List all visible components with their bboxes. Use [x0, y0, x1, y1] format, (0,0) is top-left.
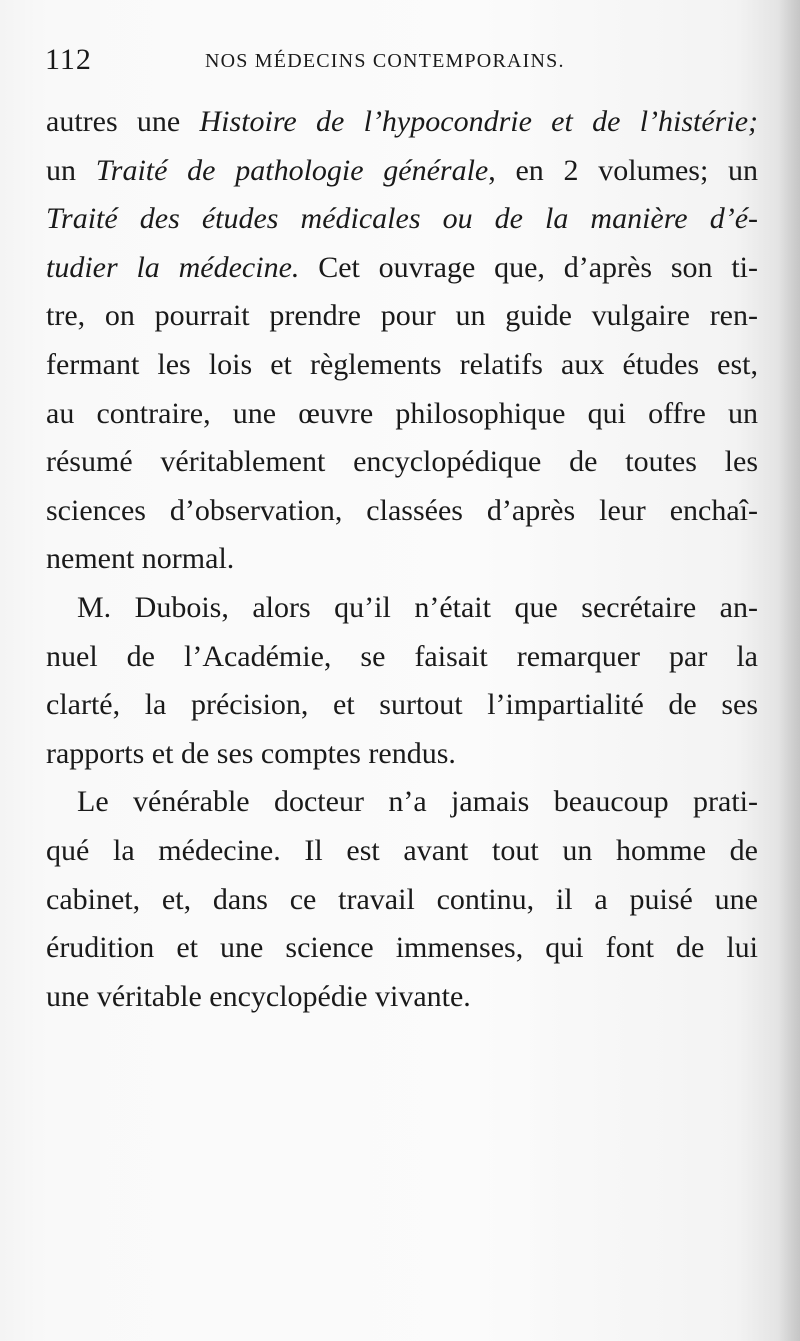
text-line: nuel de l’Académie, se faisait remarquer par la — [46, 639, 758, 673]
book-title-italic: Traité de pathologie générale — [95, 153, 489, 187]
show-through-line — [40, 1040, 770, 1089]
text-line: érudition et une science immenses, qui font de lui — [46, 931, 758, 965]
text-line: au contraire, une œuvre philosophique qui offre un — [46, 396, 758, 430]
text-line: M. Dubois, alors qu’il n’était que secrétaire an- — [77, 590, 758, 624]
text-line: tre, on pourrait prendre pour un guide vulgaire ren- — [46, 299, 758, 333]
text-span: autres une — [46, 105, 200, 138]
paragraph-1 — [46, 98, 758, 584]
text-line: qué la médecine. Il est avant tout un homme de — [46, 833, 758, 867]
page-number: 112 — [45, 43, 92, 76]
text-line — [46, 147, 758, 196]
running-head: NOS MÉDECINS CONTEMPORAINS. — [205, 50, 565, 72]
text-line — [46, 98, 758, 147]
paragraph-3 — [46, 778, 758, 1021]
text-line: résumé véritablement encyclopédique de toutes les — [46, 445, 758, 479]
show-through-texture — [40, 1040, 770, 1320]
text-line — [46, 244, 758, 293]
text-line: clarté, la précision, et surtout l’impartialité de ses — [46, 688, 758, 722]
page-edge-shadow — [778, 0, 800, 1341]
text-line: fermant les lois et règlements relatifs aux études est, — [46, 347, 758, 381]
text-line — [46, 195, 758, 244]
text-span: Cet ouvrage que, d’après son ti- — [299, 250, 758, 284]
text-line: sciences d’observation, classées d’après leur enchaî- — [46, 493, 758, 527]
text-line: rapports et de ses comptes rendus. — [46, 736, 456, 770]
body-text — [46, 98, 758, 1021]
book-title-italic: Histoire de l’hypocondrie et de l’histérie; — [199, 105, 758, 138]
text-line: une véritable encyclopédie vivante. — [46, 979, 471, 1013]
book-title-italic: Traité des études médicales ou de la manière d’é- — [46, 202, 758, 236]
text-line: cabinet, et, dans ce travail continu, il a puisé une — [46, 882, 758, 916]
text-line: nement normal. — [46, 542, 235, 576]
text-span: , en 2 volumes; un — [488, 153, 759, 187]
paragraph-2 — [46, 584, 758, 778]
text-line: Le vénérable docteur n’a jamais beaucoup prati- — [77, 785, 758, 819]
text-span: un — [46, 153, 96, 187]
book-title-italic: tudier la médecine. — [46, 250, 300, 284]
page-header — [45, 43, 765, 83]
show-through-line — [40, 1089, 770, 1138]
